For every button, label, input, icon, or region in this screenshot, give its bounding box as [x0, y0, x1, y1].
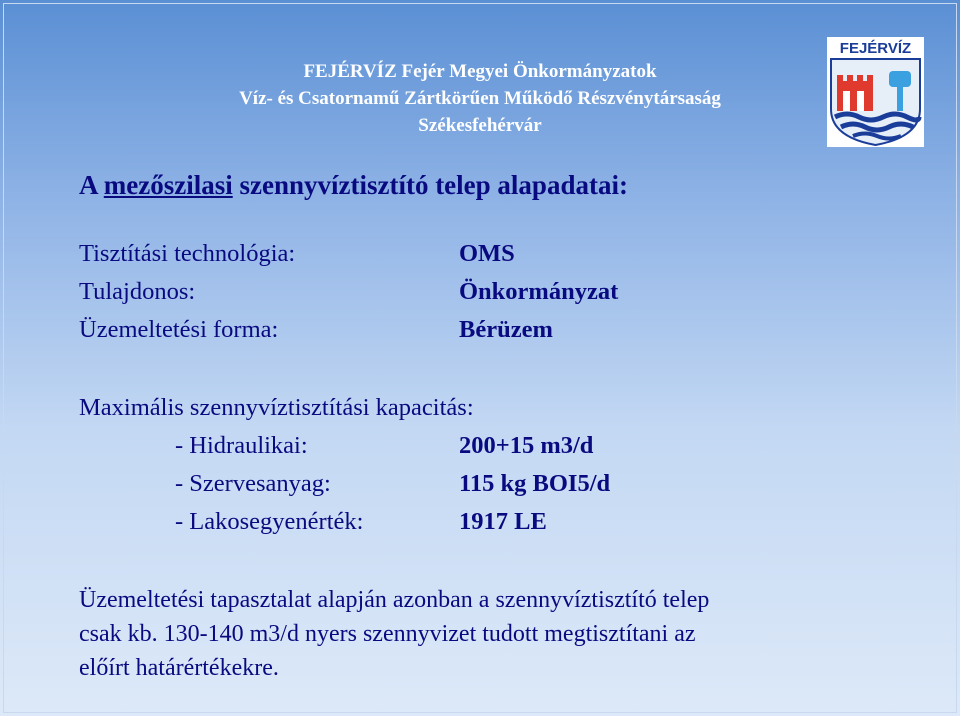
capacity-label: - Lakosegyenérték:: [175, 508, 364, 535]
note-line-3: előírt határértékekre.: [79, 655, 279, 681]
capacity-value: 200+15 m3/d: [459, 432, 594, 459]
fejerviz-logo: [827, 37, 924, 147]
note-line-2: csak kb. 130-140 m3/d nyers szennyvizet tudott megtisztítani az: [79, 621, 696, 647]
basic-value: OMS: [459, 240, 515, 267]
basic-value: Önkormányzat: [459, 278, 619, 305]
page-title: A mezőszilasi szennyvíztisztító telep alapadatai:: [79, 170, 628, 200]
capacity-value: 115 kg BOI5/d: [459, 470, 611, 497]
title-location: mezőszilasi: [103, 170, 233, 200]
capacity-label: - Hidraulikai:: [175, 432, 308, 459]
header-line-3: Székesfehérvár: [418, 115, 542, 136]
note-line-1: Üzemeltetési tapasztalat alapján azonban a szennyvíztisztító telep: [79, 587, 710, 613]
basic-value: Bérüzem: [459, 316, 553, 343]
basic-label: Tisztítási technológia:: [79, 240, 296, 267]
capacity-value: 1917 LE: [459, 508, 547, 535]
logo-text: FEJÉRVÍZ: [839, 40, 912, 57]
basic-label: Tulajdonos:: [79, 278, 196, 305]
header-line-1: FEJÉRVÍZ Fejér Megyei Önkormányzatok: [303, 61, 657, 82]
header-line-2: Víz- és Csatornamű Zártkörűen Működő Részvénytársaság: [239, 88, 721, 109]
basic-label: Üzemeltetési forma:: [79, 316, 279, 343]
company-header: [0, 58, 960, 139]
capacity-heading: Maximális szennyvíztisztítási kapacitás:: [79, 394, 474, 421]
operating-note: [79, 583, 939, 685]
capacity-label: - Szervesanyag:: [175, 470, 331, 497]
